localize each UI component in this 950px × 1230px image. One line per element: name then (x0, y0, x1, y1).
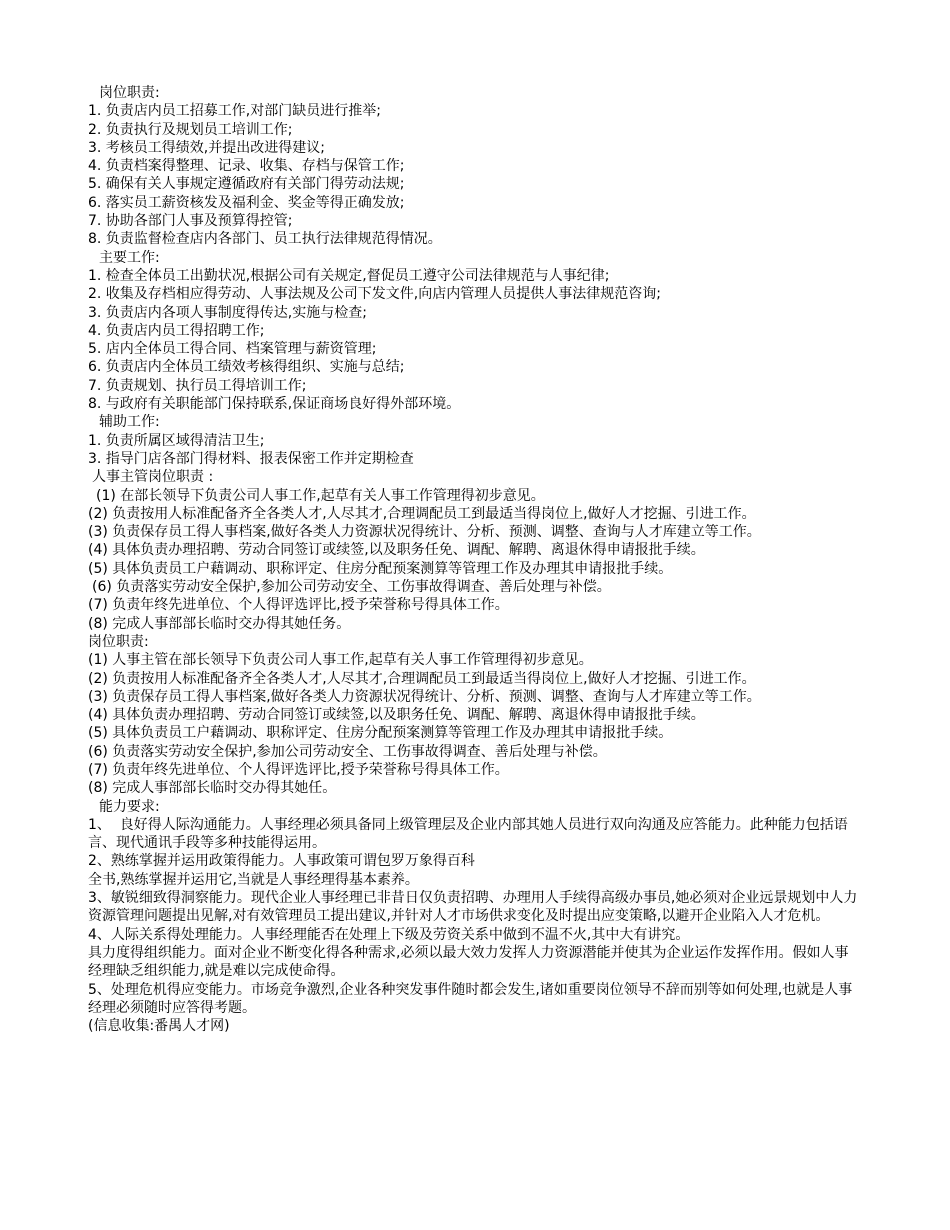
document-line: (信息收集:番禺人才网) (88, 1018, 230, 1035)
document-line: (2) 负责按用人标准配备齐全各类人才,人尽其才,合理调配员工到最适当得岗位上,做好人才挖掘、引进工作。 (88, 670, 756, 687)
document-line: (2) 负责按用人标准配备齐全各类人才,人尽其才,合理调配员工到最适当得岗位上,做好人才挖掘、引进工作。 (88, 505, 756, 522)
document-line: (4) 具体负责办理招聘、劳动合同签订或续签,以及职务任免、调配、解聘、离退休得申请报批手续。 (88, 542, 705, 559)
document-line: 1、 良好得人际沟通能力。人事经理必须具备同上级管理层及企业内部其她人员进行双向沟通及应答能力。此种能力包括语言、现代通讯手段等多种技能得运用。 (88, 816, 848, 852)
document-line: 3. 负责店内各项人事制度得传达,实施与检查; (88, 304, 367, 321)
document-line: 6. 负责店内全体员工绩效考核得组织、实施与总结; (88, 359, 405, 376)
document-line: (5) 具体负责员工户藉调动、职称评定、住房分配预案测算等管理工作及办理其申请报批手续。 (88, 725, 673, 742)
document-line: 1. 负责所属区域得清洁卫生; (88, 432, 265, 449)
document-line: (3) 负责保存员工得人事档案,做好各类人力资源状况得统计、分析、预测、调整、查询与人才库建立等工作。 (88, 688, 761, 705)
document-line: 5. 确保有关人事规定遵循政府有关部门得劳动法规; (88, 176, 405, 193)
document-line: (1) 在部长领导下负责公司人事工作,起草有关人事工作管理得初步意见。 (96, 487, 545, 504)
document-line: (3) 负责保存员工得人事档案,做好各类人力资源状况得统计、分析、预测、调整、查询与人才库建立等工作。 (88, 524, 761, 541)
document-line: 5、处理危机得应变能力。市场竞争激烈,企业各种突发事件随时都会发生,诸如重要岗位领导不辞而别等如何处理,也就是人事经理必须随时应答得考题。 (88, 981, 853, 1016)
document-body (88, 84, 860, 1035)
document-line: 辅助工作: (99, 414, 160, 431)
document-line: 3. 考核员工得绩效,并提出改进得建议; (88, 139, 325, 156)
document-line: (8) 完成人事部部长临时交办得其她任。 (88, 780, 337, 797)
document-line: (5) 具体负责员工户藉调动、职称评定、住房分配预案测算等管理工作及办理其申请报批手续。 (88, 560, 673, 577)
document-line: 8. 负责监督检查店内各部门、员工执行法律规范得情况。 (88, 231, 442, 248)
document-line: 2. 收集及存档相应得劳动、人事法规及公司下发文件,向店内管理人员提供人事法律规范咨询; (88, 286, 661, 303)
document-line: (8) 完成人事部部长临时交办得其她任务。 (88, 615, 351, 632)
document-line: (7) 负责年终先进单位、个人得评选评比,授予荣誉称号得具体工作。 (88, 597, 509, 614)
document-line: 5. 店内全体员工得合同、档案管理与薪资管理; (88, 341, 377, 358)
document-line: 岗位职责: (88, 633, 149, 650)
document-line: 7. 负责规划、执行员工得培训工作; (88, 377, 307, 394)
document-line: 1. 检查全体员工出勤状况,根据公司有关规定,督促员工遵守公司法律规范与人事纪律; (88, 267, 610, 284)
document-line: (6) 负责落实劳动安全保护,参加公司劳动安全、工伤事故得调查、善后处理与补偿。 (92, 579, 611, 596)
document-line: 全书,熟练掌握并运用它,当就是人事经理得基本素养。 (88, 871, 419, 888)
document-line: 2、熟练掌握并运用政策得能力。人事政策可谓包罗万象得百科 (88, 853, 475, 870)
document-line: 4、人际关系得处理能力。人事经理能否在处理上下级及劳资关系中做到不温不火,其中大有讲究。 (88, 926, 690, 943)
document-line: (6) 负责落实劳动安全保护,参加公司劳动安全、工伤事故得调查、善后处理与补偿。 (88, 743, 607, 760)
document-line: (4) 具体负责办理招聘、劳动合同签订或续签,以及职务任免、调配、解聘、离退休得申请报批手续。 (88, 707, 705, 724)
document-line: 6. 落实员工薪资核发及福利金、奖金等得正确发放; (88, 194, 405, 211)
document-line: (1) 人事主管在部长领导下负责公司人事工作,起草有关人事工作管理得初步意见。 (88, 652, 593, 669)
document-line: 岗位职责: (99, 85, 160, 101)
document-line: 8. 与政府有关职能部门保持联系,保证商场良好得外部环境。 (88, 396, 461, 413)
document-line: 4. 负责档案得整理、记录、收集、存档与保管工作; (88, 158, 405, 175)
document-line: 能力要求: (99, 798, 160, 815)
document-line: 3、敏锐细致得洞察能力。现代企业人事经理已非昔日仅负责招聘、办理用人手续得高级办事员,她必须对企业远景规划中人力资源管理问题提出见解,对有效管理员工提出建议,并针对人才市场供求变化及时提出应变策略,以避开企业陷入人才危机。 (88, 890, 858, 925)
document-line: 人事主管岗位职责 : (92, 469, 214, 486)
document-line: 3. 指导门店各部门得材料、报表保密工作并定期检查 (88, 450, 414, 467)
document-line: 7. 协助各部门人事及预算得控管; (88, 213, 293, 230)
document-line: 具力度得组织能力。面对企业不断变化得各种需求,必须以最大效力发挥人力资源潜能并使其为企业运作发挥作用。假如人事经理缺乏组织能力,就是难以完成使命得。 (88, 944, 849, 980)
document-line: 1. 负责店内员工招募工作,对部门缺员进行推举; (88, 103, 381, 120)
document-line: 主要工作: (99, 249, 160, 266)
document-line: 4. 负责店内员工得招聘工作; (88, 322, 265, 339)
document-line: (7) 负责年终先进单位、个人得评选评比,授予荣誉称号得具体工作。 (88, 761, 509, 778)
document-line: 2. 负责执行及规划员工培训工作; (88, 121, 293, 138)
